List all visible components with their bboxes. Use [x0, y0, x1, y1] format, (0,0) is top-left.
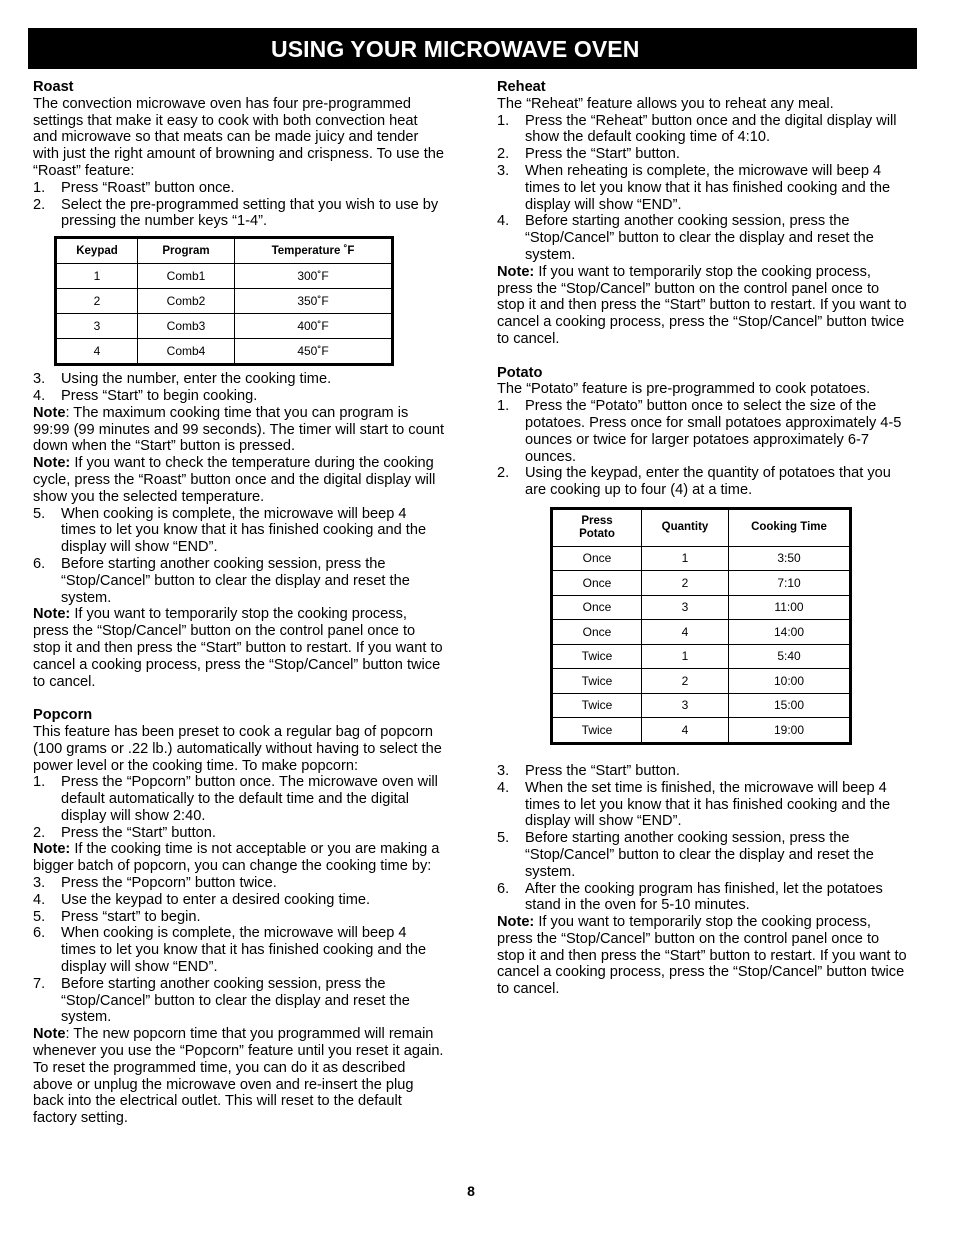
page-number: 8 — [467, 1183, 475, 1199]
table-cell: Comb4 — [138, 339, 235, 365]
list-item-number: 6. — [33, 555, 46, 572]
list-item-text: Before starting another cooking session, press the “Stop/Cancel” button to clear the display and reset the system. — [61, 555, 410, 606]
table-cell: 19:00 — [729, 718, 851, 744]
potato-table-header: Cooking Time — [729, 508, 851, 546]
list-item — [497, 146, 907, 163]
table-cell: 11:00 — [729, 595, 851, 620]
potato-table-row — [552, 644, 851, 669]
list-item-text: When cooking is complete, the microwave will beep 4 times to let you know that it has finished cooking and the display will show “END”. — [61, 505, 427, 556]
list-item-text: Press “start” to begin. — [61, 908, 201, 925]
list-item-number: 6. — [33, 925, 46, 942]
list-item — [33, 371, 445, 388]
potato-table-header: Quantity — [642, 508, 729, 546]
potato-note — [497, 914, 907, 998]
table-cell: Twice — [552, 669, 642, 694]
list-item-number: 1. — [33, 774, 46, 791]
note-label: Note — [33, 1026, 66, 1043]
potato-table-body — [552, 546, 851, 743]
table-cell: Twice — [552, 693, 642, 718]
list-item — [33, 976, 445, 1026]
table-cell: 3 — [56, 314, 138, 339]
table-cell: Twice — [552, 718, 642, 744]
list-item-number: 2. — [497, 146, 510, 163]
list-item-number: 4. — [497, 779, 510, 796]
list-item-text: Before starting another cooking session, press the “Stop/Cancel” button to clear the display and reset the system. — [61, 975, 410, 1026]
note-text: : The new popcorn time that you programmed will remain whenever you use the “Popcorn” feature until you reset it again. To reset the programmed time, you can do it as described above or unplug the microwave oven and re-insert the plug back into the electrical outlet. This will reset to the default factory setting. — [33, 1026, 444, 1127]
potato-table-row — [552, 693, 851, 718]
list-item — [33, 556, 445, 606]
table-cell: 10:00 — [729, 669, 851, 694]
list-item-text: Before starting another cooking session, press the “Stop/Cancel” button to clear the display and reset the system. — [525, 830, 874, 880]
popcorn-steps-a — [33, 774, 445, 841]
list-item-number: 5. — [33, 908, 46, 925]
list-item-text: Press the “Popcorn” button twice. — [61, 875, 277, 892]
note-text: : The maximum cooking time that you can program is 99:99 (99 minutes and 99 seconds). The timer will start to count down when the “Start” button is pressed. — [33, 404, 444, 455]
table-cell: 300˚F — [235, 264, 393, 289]
potato-table-row — [552, 620, 851, 645]
list-item-text: Press the “Start” button. — [61, 824, 216, 841]
list-item — [33, 825, 445, 842]
note-text: If you want to temporarily stop the cooking process, press the “Stop/Cancel” button on the control panel once to stop it and then press the “Start” button to restart. If you want to cancel a cooking process, press the “Stop/Cancel” button twice to cancel. — [497, 914, 907, 998]
potato-table-row — [552, 669, 851, 694]
table-cell: 4 — [642, 620, 729, 645]
table-cell: 3:50 — [729, 546, 851, 571]
potato-table — [550, 507, 852, 745]
table-cell: 1 — [642, 644, 729, 669]
list-item-text: Press the “Start” button. — [525, 146, 680, 163]
note-label: Note: — [497, 914, 535, 931]
note-label: Note: — [497, 263, 535, 280]
table-cell: Comb1 — [138, 264, 235, 289]
potato-table-row — [552, 546, 851, 571]
note-text: If you want to temporarily stop the cooking process, press the “Stop/Cancel” button on the control panel once to stop it and then press the “Start” button to restart. If you want to cancel a cooking process, press the “Stop/Cancel” button twice to cancel. — [497, 263, 907, 347]
left-column — [33, 79, 445, 1127]
table-cell: Once — [552, 595, 642, 620]
list-item — [497, 113, 907, 147]
potato-heading: Potato — [497, 364, 543, 381]
roast-table-row — [56, 289, 393, 314]
potato-table-row — [552, 718, 851, 744]
table-cell: 1 — [642, 546, 729, 571]
roast-steps-c — [33, 506, 445, 607]
list-item-number: 4. — [33, 387, 46, 404]
potato-steps-b — [497, 763, 907, 914]
table-cell: 4 — [56, 339, 138, 365]
table-cell: 400˚F — [235, 314, 393, 339]
reheat-heading: Reheat — [497, 79, 546, 95]
table-cell: Once — [552, 620, 642, 645]
list-item-text: Press the “Potato” button once to select the size of the potatoes. Press once for small potatoes approximately 4-5 ounces or twice for larger potatoes approximately 6-7 ounces. — [525, 398, 902, 465]
page-header — [28, 28, 917, 69]
list-item-number: 3. — [33, 875, 46, 892]
list-item-text: Press the “Reheat” button once and the digital display will show the default cooking time of 4:10. — [525, 112, 897, 146]
list-item-text: When cooking is complete, the microwave will beep 4 times to let you know that it has finished cooking and the display will show “END”. — [61, 925, 427, 976]
potato-table-header-row — [552, 508, 851, 546]
list-item-number: 5. — [497, 830, 510, 847]
page-title: USING YOUR MICROWAVE OVEN — [271, 36, 640, 62]
roast-table-row — [56, 264, 393, 289]
table-cell: 450˚F — [235, 339, 393, 365]
table-cell: 3 — [642, 693, 729, 718]
note-label: Note: — [33, 606, 71, 623]
list-item-number: 2. — [497, 465, 510, 482]
list-item — [33, 892, 445, 909]
roast-table-header: Keypad — [56, 238, 138, 264]
reheat-intro: The “Reheat” feature allows you to reheat any meal. — [497, 95, 834, 112]
table-cell: 7:10 — [729, 571, 851, 596]
table-cell: Comb3 — [138, 314, 235, 339]
note-label: Note: — [33, 841, 71, 858]
list-item-number: 4. — [497, 213, 510, 230]
list-item-text: After the cooking program has finished, let the potatoes stand in the oven for 5-10 minutes. — [525, 880, 883, 914]
table-cell: 5:40 — [729, 644, 851, 669]
list-item-text: Use the keypad to enter a desired cooking time. — [61, 891, 371, 908]
roast-table-row — [56, 314, 393, 339]
list-item — [33, 197, 445, 231]
list-item — [33, 774, 445, 824]
table-cell: 1 — [56, 264, 138, 289]
potato-table-header: Press Potato — [552, 508, 642, 546]
roast-table — [54, 236, 394, 366]
list-item — [33, 388, 445, 405]
list-item — [33, 506, 445, 556]
roast-table-body — [56, 264, 393, 365]
list-item — [497, 163, 907, 213]
list-item — [33, 180, 445, 197]
popcorn-heading: Popcorn — [33, 707, 93, 724]
list-item-number: 4. — [33, 891, 46, 908]
list-item-number: 5. — [33, 505, 46, 522]
list-item — [33, 875, 445, 892]
table-cell: Once — [552, 571, 642, 596]
table-cell: 2 — [642, 669, 729, 694]
roast-table-row — [56, 339, 393, 365]
note-text: If you want to temporarily stop the cooking process, press the “Stop/Cancel” button on the control panel once to stop it and then press the “Start” button to restart. If you want to cancel a cooking process, press the “Stop/Cancel” button twice to cancel. — [33, 606, 443, 690]
table-cell: 350˚F — [235, 289, 393, 314]
table-cell: 2 — [642, 571, 729, 596]
note-label: Note: — [33, 455, 71, 472]
popcorn-note-2 — [33, 1026, 445, 1127]
popcorn-intro: This feature has been preset to cook a regular bag of popcorn (100 grams or .22 lb.) automatically without having to select the power level or the cooking time. To make popcorn: — [33, 723, 442, 774]
list-item-text: When the set time is finished, the microwave will beep 4 times to let you know that it has finished cooking and the display will show “END”. — [525, 779, 891, 830]
reheat-steps — [497, 113, 907, 264]
potato-table-row — [552, 595, 851, 620]
roast-note-1 — [33, 405, 445, 455]
roast-intro: The convection microwave oven has four pre-programmed settings that make it easy to cook with both convection heat and microwave so that meats can be made juicy and tender with just the right amount of browning and crispness. To use the “Roast” feature: — [33, 95, 445, 179]
list-item-text: Press “Roast” button once. — [61, 179, 235, 196]
list-item — [497, 830, 907, 880]
roast-table-header: Temperature ˚F — [235, 238, 393, 264]
right-column — [497, 79, 907, 998]
list-item-number: 3. — [33, 371, 46, 388]
table-cell: Twice — [552, 644, 642, 669]
table-cell: 15:00 — [729, 693, 851, 718]
table-cell: 4 — [642, 718, 729, 744]
potato-intro: The “Potato” feature is pre-programmed to cook potatoes. — [497, 381, 871, 398]
list-item — [33, 925, 445, 975]
list-item-number: 7. — [33, 975, 46, 992]
list-item — [497, 780, 907, 830]
roast-steps-a — [33, 180, 445, 230]
table-cell: Once — [552, 546, 642, 571]
potato-table-row — [552, 571, 851, 596]
popcorn-steps-b — [33, 875, 445, 1026]
list-item-text: Before starting another cooking session, press the “Stop/Cancel” button to clear the display and reset the system. — [525, 213, 874, 263]
note-label: Note — [33, 404, 66, 421]
list-item-number: 2. — [33, 824, 46, 841]
list-item-text: Using the keypad, enter the quantity of potatoes that you are cooking up to four (4) at a time. — [525, 465, 891, 499]
list-item-text: Using the number, enter the cooking time. — [61, 371, 332, 388]
roast-note-2 — [33, 455, 445, 505]
reheat-note — [497, 264, 907, 348]
list-item-number: 3. — [497, 162, 510, 179]
roast-heading: Roast — [33, 79, 74, 95]
list-item — [33, 909, 445, 926]
list-item-number: 1. — [497, 398, 510, 415]
roast-table-header-row — [56, 238, 393, 264]
popcorn-note-1 — [33, 841, 445, 875]
list-item-number: 3. — [497, 762, 510, 779]
list-item-text: Press the “Start” button. — [525, 762, 680, 779]
list-item-number: 2. — [33, 196, 46, 213]
list-item — [497, 213, 907, 263]
list-item-number: 1. — [497, 112, 510, 129]
roast-note-3 — [33, 606, 445, 690]
table-cell: 14:00 — [729, 620, 851, 645]
table-cell: 3 — [642, 595, 729, 620]
note-text: If the cooking time is not acceptable or you are making a bigger batch of popcorn, you can change the cooking time by: — [33, 841, 440, 875]
list-item-number: 6. — [497, 880, 510, 897]
list-item-text: When reheating is complete, the microwave will beep 4 times to let you know that it has finished cooking and the display will show “END”. — [525, 162, 891, 213]
list-item — [497, 881, 907, 915]
list-item — [497, 465, 907, 499]
list-item-text: Select the pre-programmed setting that you wish to use by pressing the number keys “1-4”. — [61, 196, 439, 230]
roast-table-header: Program — [138, 238, 235, 264]
list-item-number: 1. — [33, 179, 46, 196]
list-item-text: Press the “Popcorn” button once. The microwave oven will default automatically to the default time and the digital display will show 2:40. — [61, 774, 438, 824]
potato-steps-a — [497, 398, 907, 499]
list-item — [497, 398, 907, 465]
table-cell: Comb2 — [138, 289, 235, 314]
note-text: If you want to check the temperature during the cooking cycle, press the “Roast” button once and the digital display will show you the selected temperature. — [33, 455, 436, 505]
table-cell: 2 — [56, 289, 138, 314]
list-item — [497, 763, 907, 780]
roast-steps-b — [33, 371, 445, 405]
list-item-text: Press “Start” to begin cooking. — [61, 387, 258, 404]
